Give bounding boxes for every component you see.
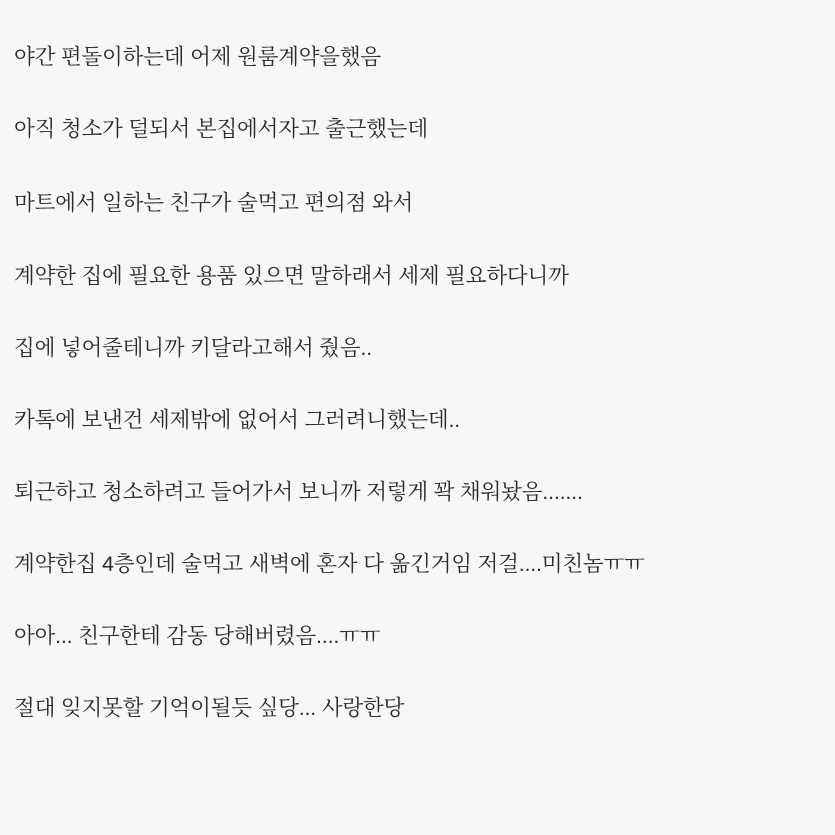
post-line: 집에 넣어줄테니까 키달라고해서 줬음.. [14,336,372,361]
post-line: 야간 편돌이하는데 어제 원룸계약을했음 [14,45,381,70]
post-line: 아직 청소가 덜되서 본집에서자고 출근했는데 [14,117,428,142]
post-line: 계약한집 4층인데 술먹고 새벽에 혼자 다 옮긴거임 저걸....미친놈ㅠㅠ [14,552,645,577]
post-line: 마트에서 일하는 친구가 술먹고 편의점 와서 [14,190,414,215]
post-line: 아아... 친구한테 감동 당해버렸음....ㅠㅠ [14,624,381,649]
post-text-body [14,22,811,745]
post-line: 카톡에 보낸건 세제밖에 없어서 그러려니했는데.. [14,408,461,433]
post-line: 절대 잊지못할 기억이될듯 싶당... 사랑한당 [14,696,405,721]
post-line: 계약한 집에 필요한 용품 있으면 말하래서 세제 필요하다니까 [14,264,569,289]
post-line: 퇴근하고 청소하려고 들어가서 보니까 저렇게 꽉 채워놨음....... [14,480,583,505]
